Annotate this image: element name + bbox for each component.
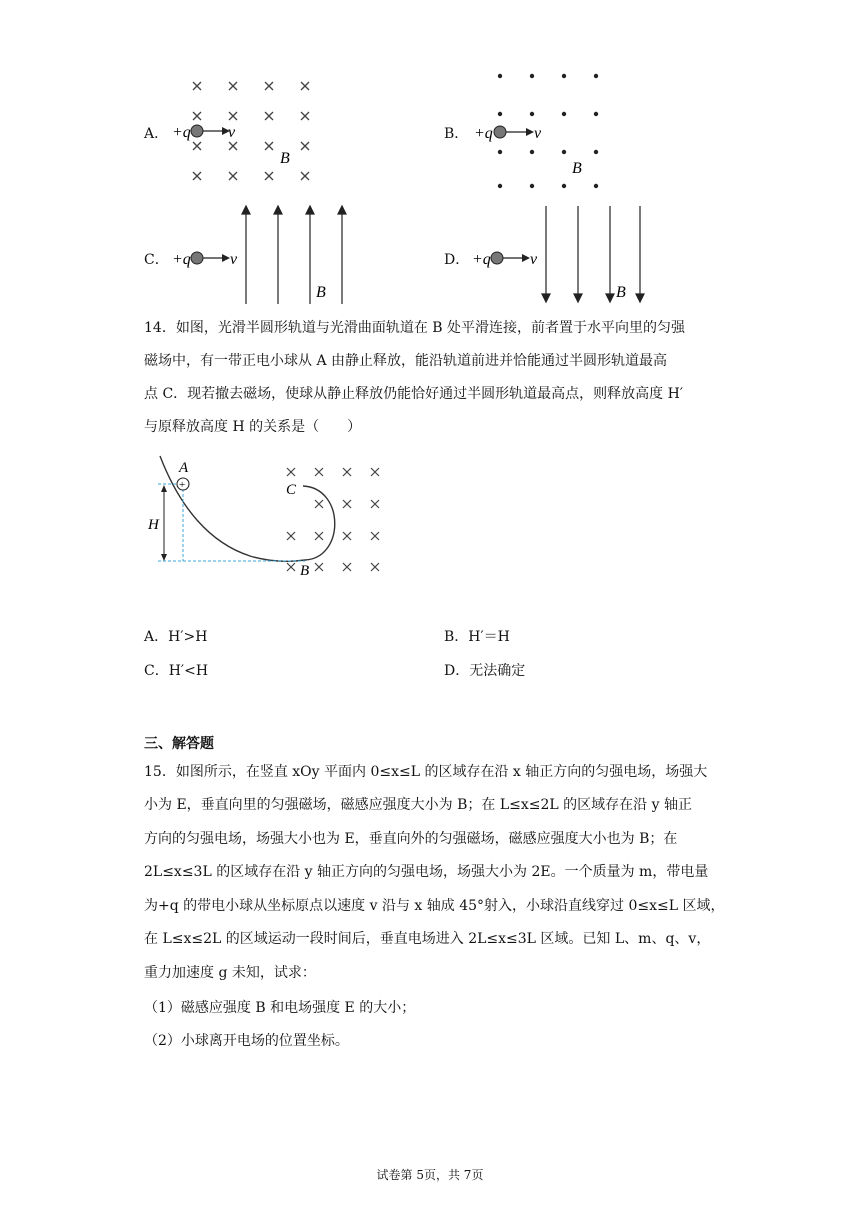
label-c: C (286, 482, 297, 498)
charged-particle (494, 126, 506, 138)
q15-sub-question-2: （2）小球离开电场的位置坐标。 (144, 1033, 349, 1049)
q14-figure (140, 448, 390, 583)
charge-label: +q (472, 251, 491, 268)
q14-option-c (144, 660, 208, 680)
q13-option-d-label: D． (444, 252, 470, 268)
q14-stem-line-3: 点 C．现若撤去磁场，使球从静止释放仍能恰好通过半圆形轨道最高点，则释放高度 H′ (144, 386, 683, 402)
q13-option-c-label: C． (144, 252, 169, 268)
q15-line-1: 15．如图所示，在竖直 xOy 平面内 0≤x≤L 的区域存在沿 x 轴正方向的匀强电场，场强大 (144, 764, 708, 780)
charge-label: +q (474, 125, 493, 142)
option-key: C． (144, 663, 169, 679)
q13-option-c-figure (168, 204, 358, 306)
q13-option-b-figure (468, 66, 628, 196)
q13-option-a-label: A． (144, 126, 169, 142)
q14-option-a (144, 626, 207, 646)
charged-particle (191, 252, 203, 264)
q13-option-a-figure (168, 72, 328, 192)
field-label: B (616, 284, 626, 301)
velocity-label: v (230, 251, 238, 268)
option-key: B． (444, 629, 469, 645)
section-title: 三、解答题 (144, 736, 214, 752)
q15-line-4: 2L≤x≤3L 的区域存在沿 y 轴正方向的匀强电场，场强大小为 2E。一个质量为 m，带电量 (144, 864, 709, 880)
option-text: H′＝H (468, 629, 510, 645)
charge-sign: + (179, 479, 186, 491)
option-key: A． (144, 629, 169, 645)
q14-stem-line-2: 磁场中，有一带正电小球从 A 由静止释放，能沿轨道前进并恰能通过半圆形轨道最高 (144, 353, 668, 369)
velocity-label: v (530, 251, 538, 268)
charged-particle (491, 252, 503, 264)
field-lines-downward (542, 206, 644, 302)
option-text: H′<H (168, 663, 209, 679)
charge-label: +q (172, 251, 191, 268)
field-lines-upward (242, 206, 346, 304)
q15-line-6: 在 L≤x≤2L 的区域运动一段时间后，垂直电场进入 2L≤x≤3L 区域。已知 L、m、q、v， (144, 931, 711, 947)
q13-option-b-label: B． (444, 126, 469, 142)
field-dots-out-of-page (498, 74, 598, 188)
field-label: B (572, 160, 582, 177)
page-footer: 试卷第 5页，共 7页 (376, 1168, 484, 1182)
semicircle-track (303, 486, 335, 560)
charged-particle (191, 125, 203, 137)
field-crosses-into-page (287, 468, 379, 571)
field-label: B (316, 284, 326, 301)
label-h: H (148, 517, 159, 533)
charge-label: +q (172, 124, 191, 141)
q15-line-5: 为+q 的带电小球从坐标原点以速度 v 沿与 x 轴成 45°射入，小球沿直线穿过 0≤x≤L 区域， (144, 898, 725, 914)
field-label: B (280, 150, 290, 167)
q15-line-7: 重力加速度 g 未知，试求： (144, 965, 316, 981)
option-text: 无法确定 (469, 663, 526, 679)
label-b: B (300, 563, 310, 579)
q14-option-d (444, 660, 525, 680)
velocity-label: v (228, 124, 236, 141)
velocity-label: v (534, 125, 542, 142)
label-a: A (179, 460, 189, 476)
q14-stem-line-4: 与原释放高度 H 的关系是（ ） (144, 419, 362, 435)
q15-sub-question-1: （1）磁感应强度 B 和电场强度 E 的大小； (144, 1000, 416, 1016)
q14-stem-line-1: 14．如图，光滑半圆形轨道与光滑曲面轨道在 B 处平滑连接，前者置于水平向里的匀强 (144, 320, 686, 336)
option-text: H′>H (168, 629, 208, 645)
q15-line-3: 方向的匀强电场，场强大小也为 E，垂直向外的匀强磁场，磁感应强度大小也为 B；在 (144, 831, 678, 847)
q14-option-b (444, 626, 510, 646)
option-key: D． (444, 663, 470, 679)
q15-line-2: 小为 E，垂直向里的匀强磁场，磁感应强度大小为 B；在 L≤x≤2L 的区域存在沿 y 轴正 (144, 797, 692, 813)
q13-option-d-figure (468, 204, 658, 306)
